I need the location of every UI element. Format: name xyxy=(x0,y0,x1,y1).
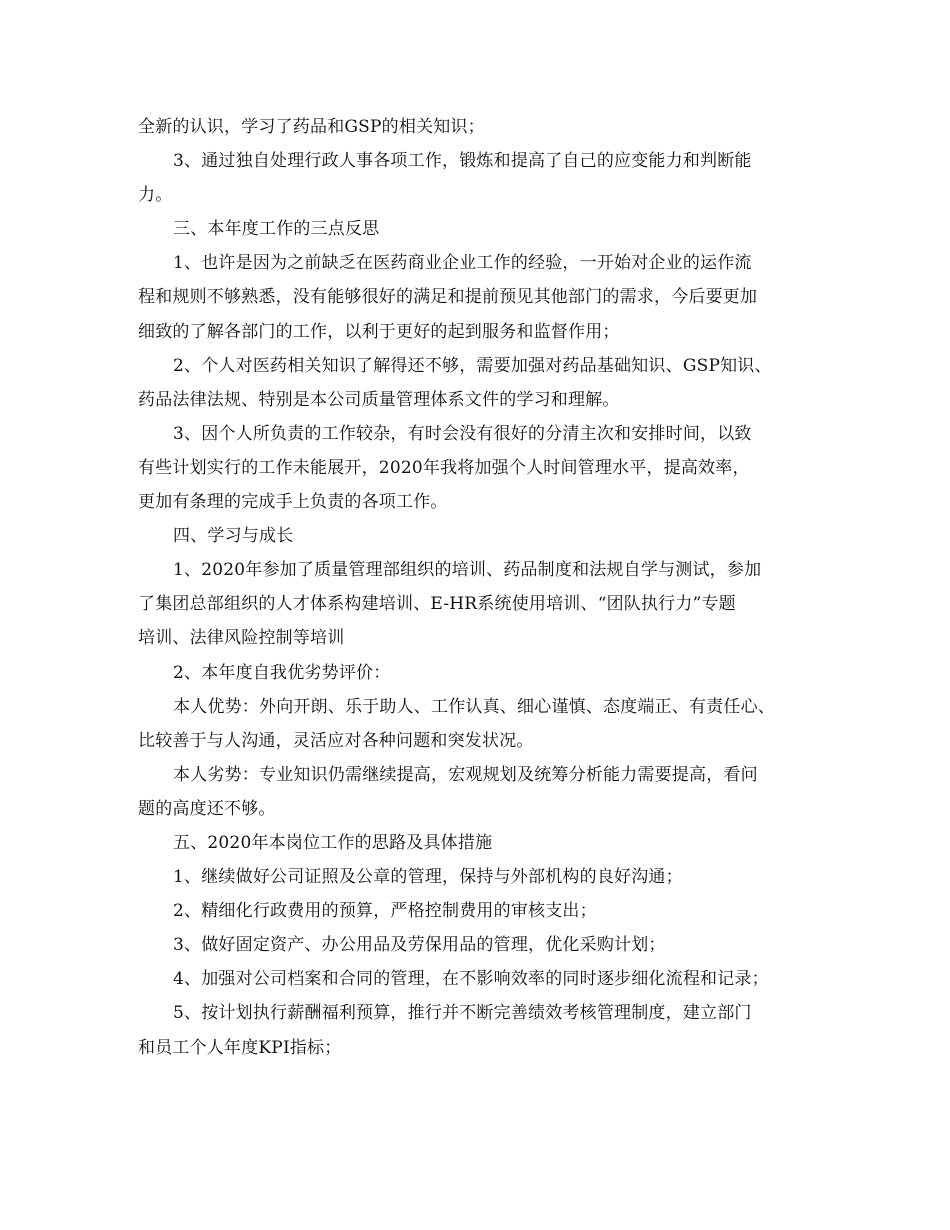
text-line: 和员工个人年度KPI指标； xyxy=(138,1037,342,1058)
text-line: 有些计划实行的工作未能展开，2020年我将加强个人时间管理水平，提高效率， xyxy=(138,457,750,478)
text-line: 2、精细化行政费用的预算，严格控制费用的审核支出； xyxy=(173,901,597,922)
text-line: 全新的认识，学习了药品和GSP的相关知识； xyxy=(138,117,485,137)
text-line: 五、2020年本岗位工作的思路及具体措施 xyxy=(173,832,493,853)
text-line: 1、继续做好公司证照及公章的管理，保持与外部机构的良好沟通； xyxy=(173,867,683,888)
text-line: 题的高度还不够。 xyxy=(138,798,276,819)
text-line: 4、加强对公司档案和合同的管理，在不影响效率的同时逐步细化流程和记录； xyxy=(173,969,769,990)
text-line: 3、通过独自处理行政人事各项工作，锻炼和提高了自己的应变能力和判断能 xyxy=(173,151,752,172)
text-line: 力。 xyxy=(138,185,173,206)
text-line: 本人劣势：专业知识仍需继续提高，宏观规划及统筹分析能力需要提高，看问 xyxy=(173,764,758,785)
text-line: 2、个人对医药相关知识了解得还不够，需要加强对药品基础知识、GSP知识、 xyxy=(173,355,772,376)
text-line: 四、学习与成长 xyxy=(173,526,294,547)
text-line: 培训、法律风险控制等培训 xyxy=(138,628,345,649)
text-line: 3、因个人所负责的工作较杂，有时会没有很好的分清主次和安排时间，以致 xyxy=(173,423,752,444)
text-line: 3、做好固定资产、办公用品及劳保用品的管理，优化采购计划； xyxy=(173,935,666,956)
document-body xyxy=(138,110,828,1065)
text-line: 了集团总部组织的人才体系构建培训、E-HR系统使用培训、“团队执行力”专题 xyxy=(138,594,736,615)
text-line: 程和规则不够熟悉，没有能够很好的满足和提前预见其他部门的需求，今后要更加 xyxy=(138,287,758,308)
text-line: 细致的了解各部门的工作，以利于更好的起到服务和监督作用； xyxy=(138,321,620,342)
text-line: 1、也许是因为之前缺乏在医药商业企业工作的经验，一开始对企业的运作流 xyxy=(173,253,752,274)
text-line: 更加有条理的完成手上负责的各项工作。 xyxy=(138,492,448,513)
text-line: 本人优势：外向开朗、乐于助人、工作认真、细心谨慎、态度端正、有责任心、 xyxy=(173,696,775,717)
text-line: 比较善于与人沟通，灵活应对各种问题和突发状况。 xyxy=(138,730,534,751)
text-line: 5、按计划执行薪酬福利预算，推行并不断完善绩效考核管理制度，建立部门 xyxy=(173,1003,752,1024)
text-line: 1、2020年参加了质量管理部组织的培训、药品制度和法规自学与测试，参加 xyxy=(173,560,762,581)
text-line: 2、本年度自我优劣势评价： xyxy=(173,662,391,683)
text-line: 药品法律法规、特别是本公司质量管理体系文件的学习和理解。 xyxy=(138,389,620,410)
text-line: 三、本年度工作的三点反思 xyxy=(173,219,380,240)
